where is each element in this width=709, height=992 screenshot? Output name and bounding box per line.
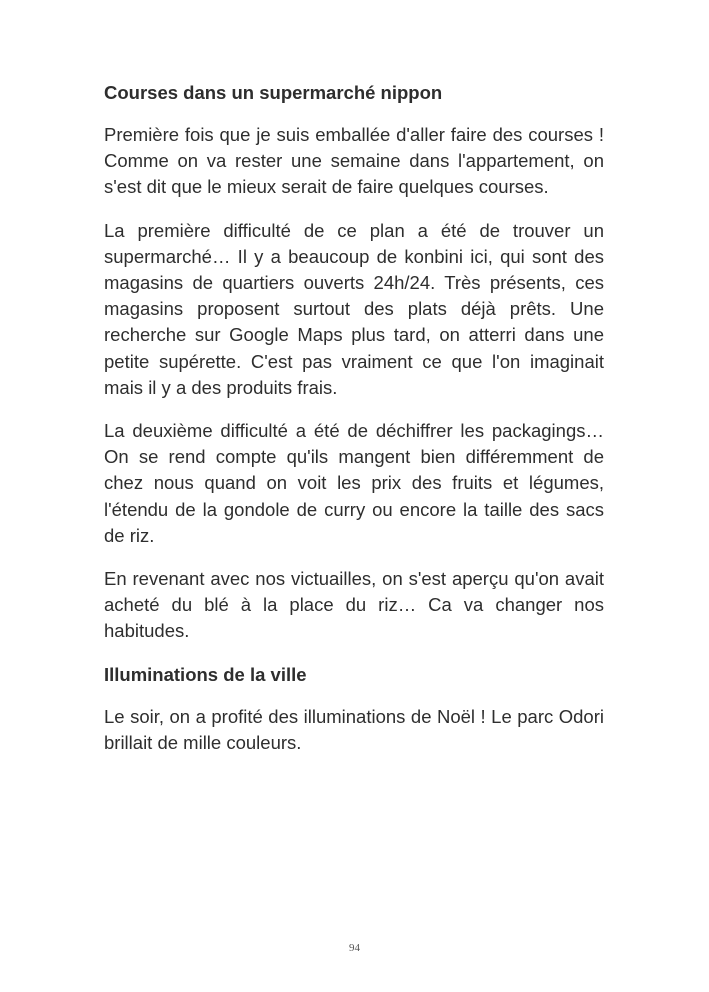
page-number: 94 bbox=[349, 942, 360, 954]
section-heading-courses: Courses dans un supermarché nippon bbox=[104, 82, 443, 103]
paragraph-courses-3: La deuxième difficulté a été de déchiffrer les packagings… On se rend compte qu'ils mangent bien différemment de chez nous quand on voit les prix des fruits et légumes, l'étendu de la gondole de curry ou encore la taille des sacs de riz. bbox=[104, 420, 604, 546]
paragraph-courses-2: La première difficulté de ce plan a été de trouver un supermarché… Il y a beaucoup de konbini ici, qui sont des magasins de quartiers ouverts 24h/24. Très présents, ces magasins proposent surtout des plats déjà prêts. Une recherche sur Google Maps plus tard, on atterri dans une petite supérette. C'est pas vraiment ce que l'on imaginait mais il y a des produits frais. bbox=[104, 219, 604, 398]
paragraph-courses-4: En revenant avec nos victuailles, on s'est aperçu qu'on avait acheté du blé à la place du riz… Ca va changer nos habitudes. bbox=[104, 568, 604, 642]
page-body bbox=[104, 80, 604, 773]
paragraph-courses-1: Première fois que je suis emballée d'aller faire des courses ! Comme on va rester une semaine dans l'appartement, on s'est dit que le mieux serait de faire quelques courses. bbox=[104, 124, 604, 198]
section-heading-illuminations: Illuminations de la ville bbox=[104, 663, 307, 685]
paragraph-illuminations-1: Le soir, on a profité des illuminations de Noël ! Le parc Odori brillait de mille couleurs. bbox=[104, 705, 604, 753]
